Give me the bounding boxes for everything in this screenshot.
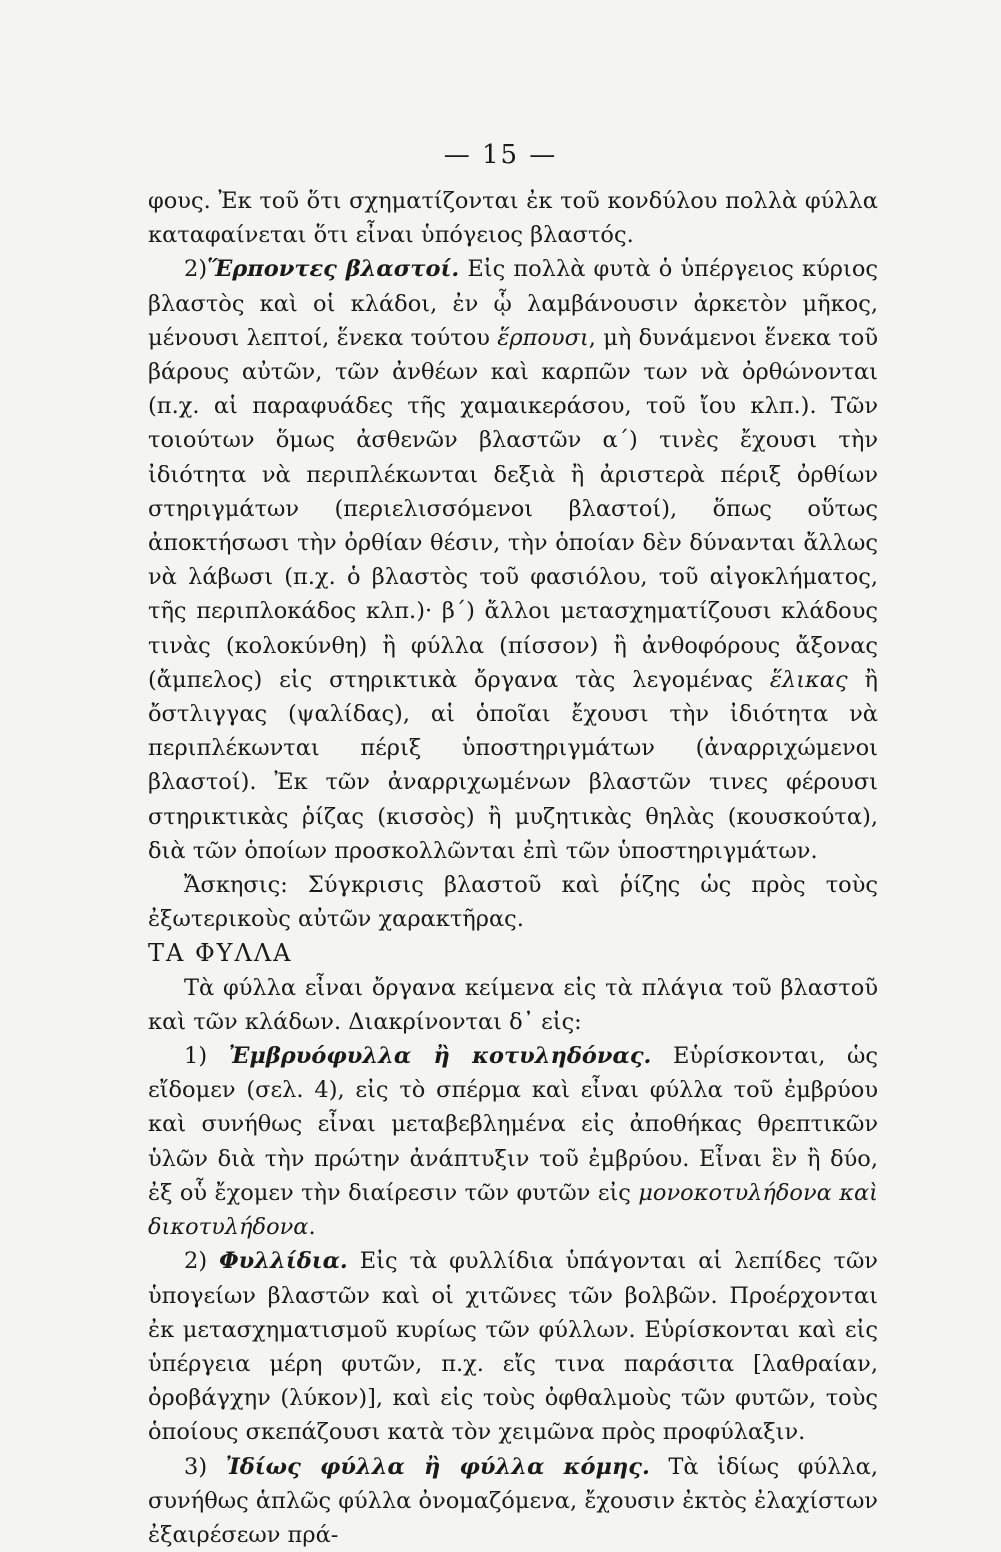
paragraph-continuation: φους. Ἐκ τοῦ ὅτι σχηματίζονται ἐκ τοῦ κονδύλου πολλὰ φύλλα καταφαίνεται ὅτι εἶναι ὑπόγειος βλαστός.	[148, 188, 878, 249]
item-foliage-leaves	[148, 1450, 878, 1552]
text-body	[148, 184, 878, 1552]
intro-paragraph: Τὰ φύλλα εἶναι ὄργανα κείμενα εἰς τὰ πλάγια τοῦ βλαστοῦ καὶ τῶν κλάδων. Διακρίνονται δ᾽ εἰς:	[148, 974, 878, 1035]
item-number: 1)	[184, 1043, 208, 1070]
item-number: 2)	[184, 1248, 208, 1275]
paragraph-text: ἢ ὄστλιγγας (ψαλίδας), αἱ ὁποῖαι ἔχουσι τὴν ἰδιότητα νὰ περιπλέκωνται πέριξ ὑποστηριγμάτων (ἀναρριχώμενοι βλαστοί). Ἐκ τῶν ἀναρριχωμένων βλαστῶν τινες φέρουσι στηρικτικὰς ῥίζας (κισσὸς) ἢ μυζητικὰς θηλὰς (κουσκούτα), διὰ τῶν ὁποίων προσκολλῶνται ἐπὶ τῶν ὑποστηριγμάτων.	[148, 666, 878, 864]
exercise-paragraph: Ἄσκησις: Σύγκρισις βλαστοῦ καὶ ῥίζης ὡς πρὸς τοὺς ἐξωτερικοὺς αὐτῶν χαρακτῆρας.	[148, 872, 878, 933]
item-text: Εὑρίσκονται, ὡς εἴδομεν (σελ. 4), εἰς τὸ σπέρμα καὶ εἶναι φύλλα τοῦ ἐμβρύου καὶ συνήθως εἶναι μεταβεβλημένα εἰς ἀποθήκας θρεπτικῶν ὑλῶν διὰ τὴν πρώτην ἀνάπτυξιν τοῦ ἐμβρύου. Εἶναι ἓν ἢ δύο, ἐξ οὗ ἔχομεν τὴν διαίρεσιν τῶν φυτῶν εἰς	[148, 1043, 878, 1206]
term-scale-leaves: Φυλλίδια.	[219, 1248, 348, 1275]
item-text: Εἰς τὰ φυλλίδια ὑπάγονται αἱ λεπίδες τῶν ὑπογείων βλαστῶν καὶ οἱ χιτῶνες τῶν βολβῶν. Προέρχονται ἐκ μετασχηματισμοῦ κυρίως τῶν φύλλων. Εὑρίσκονται καὶ εἰς ὑπέργεια μέρη φυτῶν, π.χ. εἴς τινα παράσιτα [λαθραίαν, ὀροβάγχην (λύκον)], καὶ εἰς τοὺς ὀφθαλμοὺς τῶν φυτῶν, τοὺς ὁποίους σκεπάζουσι κατὰ τὸν χειμῶνα πρὸς προφύλαξιν.	[148, 1248, 878, 1446]
paragraph-creeping-stems	[148, 252, 878, 868]
term-creeping-stems: Ἕρποντες βλαστοί.	[207, 256, 460, 283]
term-foliage-leaves: Ἰδίως φύλλα ἢ φύλλα κόμης.	[225, 1453, 650, 1480]
item-cotyledons	[148, 1039, 878, 1244]
term-creep: ἕρπουσι	[497, 324, 589, 351]
item-number: 3)	[184, 1453, 208, 1480]
paragraph-text: Εἰς πολλὰ φυτὰ ὁ ὑπέργειος κύριος βλαστὸς καὶ οἱ κλάδοι, ἐν ᾧ λαμβάνουσιν ἀρκετὸν μῆκος, μένουσι λεπτοί, ἕνεκα τούτου	[148, 256, 878, 351]
term-mono-dicotyledons: μονοκοτυλήδονα καὶ δικοτυλήδονα	[148, 1179, 878, 1241]
term-tendrils: ἕλικας	[769, 666, 848, 693]
section-heading: ΤΑ ΦΥΛΛΑ	[148, 939, 293, 968]
paragraph-text: , μὴ δυνάμενοι ἕνεκα τοῦ βάρους αὐτῶν, τῶν ἀνθέων καὶ καρπῶν των νὰ ὀρθώνονται (π.χ. αἱ παραφυάδες τῆς χαμαικεράσου, τοῦ ἴου κλπ.). Τῶν τοιούτων ὅμως ἀσθενῶν βλαστῶν α΄) τινὲς ἔχουσι τὴν ἰδιότητα νὰ περιπλέκωνται δεξιὰ ἢ ἀριστερὰ πέριξ ὀρθίων στηριγμάτων (περιελισσόμενοι βλαστοί), ὅπως οὕτως ἀποκτήσωσι τὴν ὀρθίαν θέσιν, τὴν ὁποίαν δὲν δύνανται ἄλλως νὰ λάβωσι (π.χ. ὁ βλαστὸς τοῦ φασιόλου, τοῦ αἰγοκλήματος, τῆς περιπλοκάδος κλπ.)· β΄) ἄλλοι μετασχηματίζουσι κλάδους τινὰς (κολοκύνθη) ἢ φύλλα (πίσσον) ἢ ἀνθοφόρους ἄξονας (ἄμπελος) εἰς στηρικτικὰ ὄργανα τὰς λεγομένας	[148, 324, 878, 693]
term-cotyledons: Ἐμβρυόφυλλα ἢ κοτυληδόνας.	[228, 1043, 652, 1070]
page-number: — 15 —	[443, 140, 558, 170]
item-text: .	[308, 1214, 316, 1241]
item-number: 2)	[184, 256, 208, 283]
item-scale-leaves	[148, 1244, 878, 1449]
item-text: Τὰ ἰδίως φύλλα, συνήθως ἁπλῶς φύλλα ὀνομαζόμενα, ἔχουσιν ἐκτὸς ἐλαχίστων ἐξαιρέσεων πρά-	[148, 1453, 878, 1548]
